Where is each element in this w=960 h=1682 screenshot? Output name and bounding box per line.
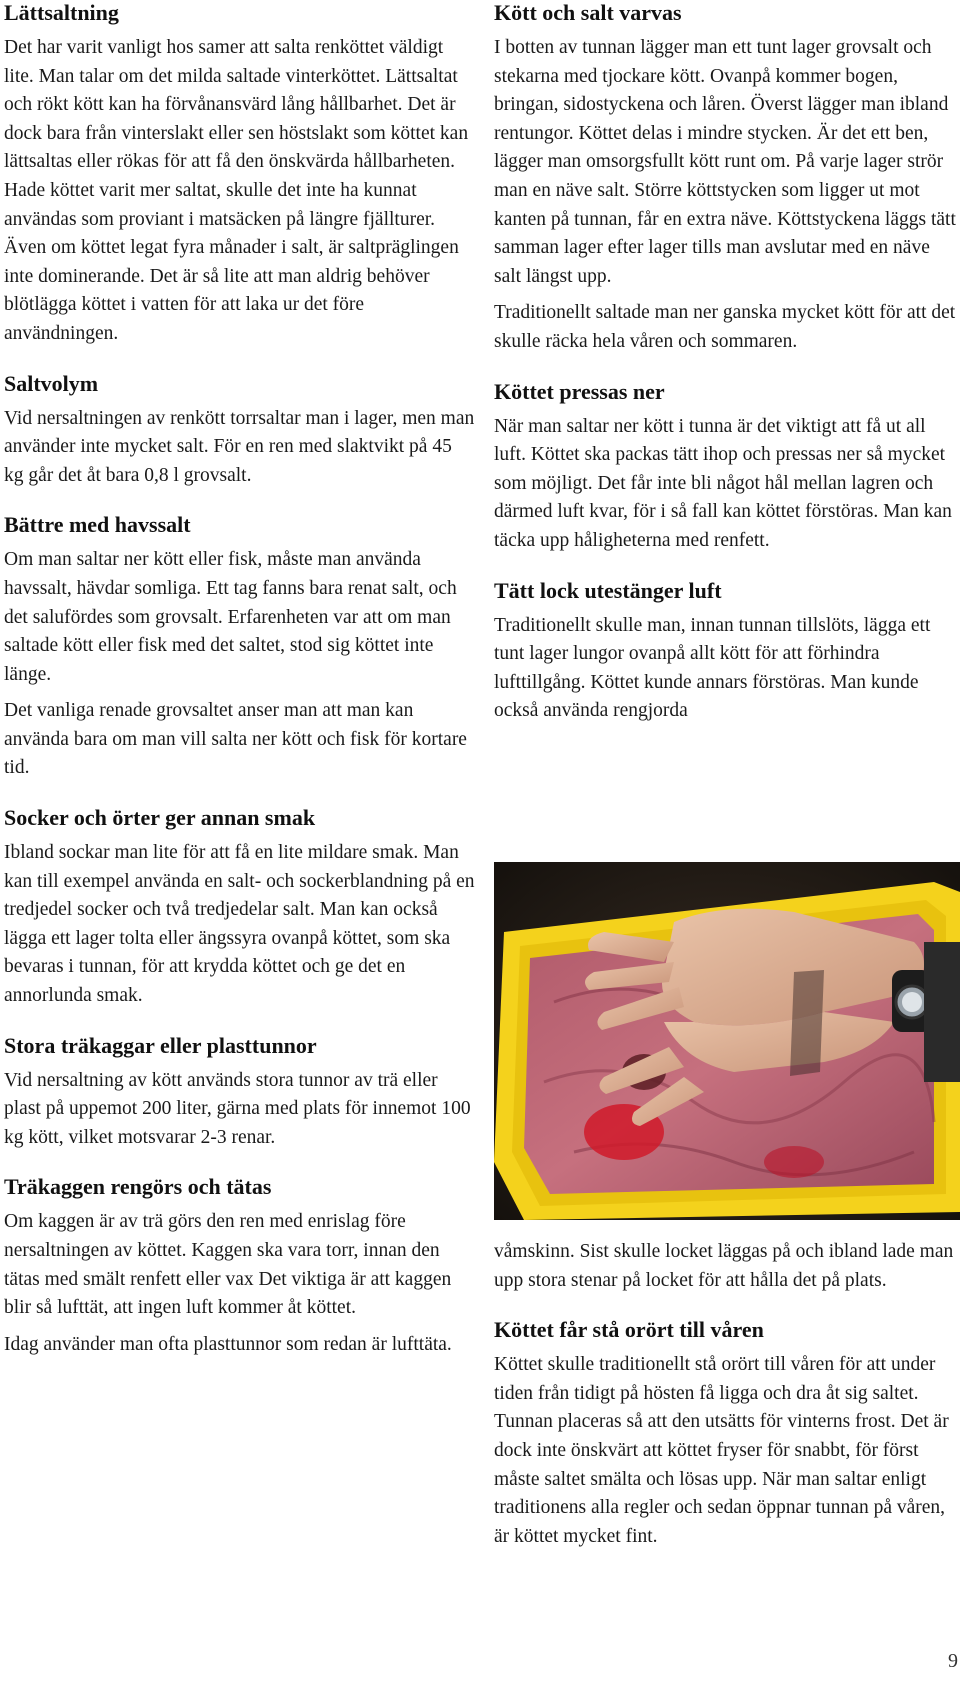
section-havssalt	[4, 512, 476, 783]
section-tatt-lock	[494, 578, 956, 726]
paragraph: Idag använder man ofta plasttunnor som redan är lufttäta.	[4, 1333, 452, 1355]
paragraph: I botten av tunnan lägger man ett tunt lager grovsalt och stekarna med tjockare kött. Ovanpå kommer bogen, bringan, sidostyckena och låren. Överst lägger man ibland rentungor. Köttet delas i mindre stycken. Är det ett ben, lägger man omsorgsfullt kött runt om. På varje lager strör man en näve salt. Större köttstycken som ligger ut mot kanten på tunnan, får en extra näve. Köttstyckena läggs tätt samman lager efter lager tills man avslutar med en näve salt längst upp.	[494, 37, 956, 287]
section-kottet-far-sta	[494, 1317, 956, 1551]
section-kott-salt-varvas	[494, 0, 956, 357]
section-saltvolym	[4, 371, 476, 491]
paragraph: Om man saltar ner kött eller fisk, måste man använda havssalt, hävdar somliga. Ett tag fanns bara renat salt, och det salufördes som grovsalt. Erfarenheten var att om man saltade kött eller fisk med det saltet, stod sig köttet inte länge.	[4, 549, 457, 685]
heading: Stora träkaggar eller plasttunnor	[4, 1032, 317, 1058]
heading: Träkaggen rengörs och tätas	[4, 1174, 272, 1200]
paragraph: våmskinn. Sist skulle locket läggas på och ibland lade man upp stora stenar på locket för att hålla det på plats.	[494, 1241, 954, 1291]
paragraph: Om kaggen är av trä görs den ren med enrislag före nersaltningen av köttet. Kaggen ska vara torr, innan den tätas med smält renfett eller vax Det viktiga är att kaggen blir så lufttät, att ingen luft kommer åt köttet.	[4, 1211, 452, 1319]
heading: Kött och salt varvas	[494, 0, 682, 25]
paragraph: Vid nersaltning av kött används stora tunnor av trä eller plast på uppemot 200 liter, gärna med plats för innemot 100 kg kött, vilket motsvarar 2-3 renar.	[4, 1069, 471, 1148]
heading: Saltvolym	[4, 370, 99, 396]
right-column-bottom	[494, 1238, 956, 1573]
section-lattsaltning	[4, 0, 476, 349]
heading: Socker och örter ger annan smak	[4, 805, 316, 831]
paragraph: Traditionellt skulle man, innan tunnan tillslöts, lägga ett tunt lager lungor ovanpå allt kött för att förhindra lufttillgång. Köttet kunde annars förstöras. Man kunde också använda rengjorda	[494, 614, 931, 722]
section-kottet-pressas	[494, 379, 956, 556]
section-trakaggen-rengors	[4, 1174, 476, 1359]
paragraph: Det vanliga renade grovsaltet anser man att man kan använda bara om man vill salta ner kött och fisk för kortare tid.	[4, 700, 467, 779]
section-continuation	[494, 1238, 956, 1295]
left-column	[4, 0, 476, 1381]
heading: Tätt lock utestänger luft	[494, 577, 722, 603]
right-column-top	[494, 0, 956, 748]
section-socker-orter	[4, 805, 476, 1011]
heading: Köttet pressas ner	[494, 378, 665, 404]
photo-salting-meat	[494, 862, 960, 1220]
paragraph: Vid nersaltningen av renkött torrsaltar man i lager, men man använder inte mycket salt. För en ren med slaktvikt på 45 kg går det åt bara 0,8 l grovsalt.	[4, 407, 475, 486]
paragraph: Traditionellt saltade man ner ganska mycket kött för att det skulle räcka hela våren och sommaren.	[494, 302, 956, 352]
paragraph: Köttet skulle traditionellt stå orört till våren för att under tiden från tidigt på hösten få ligga och dra åt sig saltet. Tunnan placeras så att den utsätts för vinterns frost. Det är dock inte önskvärt att köttet fryser för snabbt, för först måste saltet smälta och lösas upp. När man saltar enligt traditionens alla regler och sedan öppnar tunnan på våren, är köttet mycket fint.	[494, 1354, 949, 1547]
paragraph: Ibland sockar man lite för att få en lite mildare smak. Man kan till exempel använda en salt- och sockerblandning på en tredjedel socker och två tredjedelar salt. Man kan också lägga ett lager tolta eller ängssyra ovanpå köttet, som ska bevaras i tunnan, för att krydda köttet och ge det en annorlunda smak.	[4, 842, 475, 1007]
heading: Lättsaltning	[4, 0, 119, 25]
paragraph: När man saltar ner kött i tunna är det viktigt att få ut all luft. Köttet ska packas tätt ihop och pressas ner så mycket som möjligt. Det får inte bli något hål mellan lagren och därmed luft kvar, för i så fall kan köttet förstöras. Man kan täcka upp håligheterna med renfett.	[494, 415, 952, 551]
meat-tray-illustration	[494, 862, 960, 1220]
section-trakaggar	[4, 1033, 476, 1153]
page-number: 9	[948, 1650, 958, 1672]
heading: Bättre med havssalt	[4, 512, 191, 538]
heading: Köttet får stå orört till våren	[494, 1317, 764, 1343]
paragraph: Det har varit vanligt hos samer att salta renköttet väldigt lite. Man talar om det milda saltade vinterköttet. Lättsaltat och rökt kött kan ha förvånansvärd lång hållbarhet. Det är dock bara från vinterslakt eller sen höstslakt som köttet kan lättsaltas eller rökas för att få den önskvärda hållbarheten. Hade köttet varit mer saltat, skulle det inte ha kunnat användas som proviant i matsäcken på längre fjällturer. Även om köttet legat fyra månader i salt, är saltpräglingen inte dominerande. Det är så lite att man aldrig behöver blötlägga köttet i vatten för att laka ur det före användningen.	[4, 37, 469, 344]
